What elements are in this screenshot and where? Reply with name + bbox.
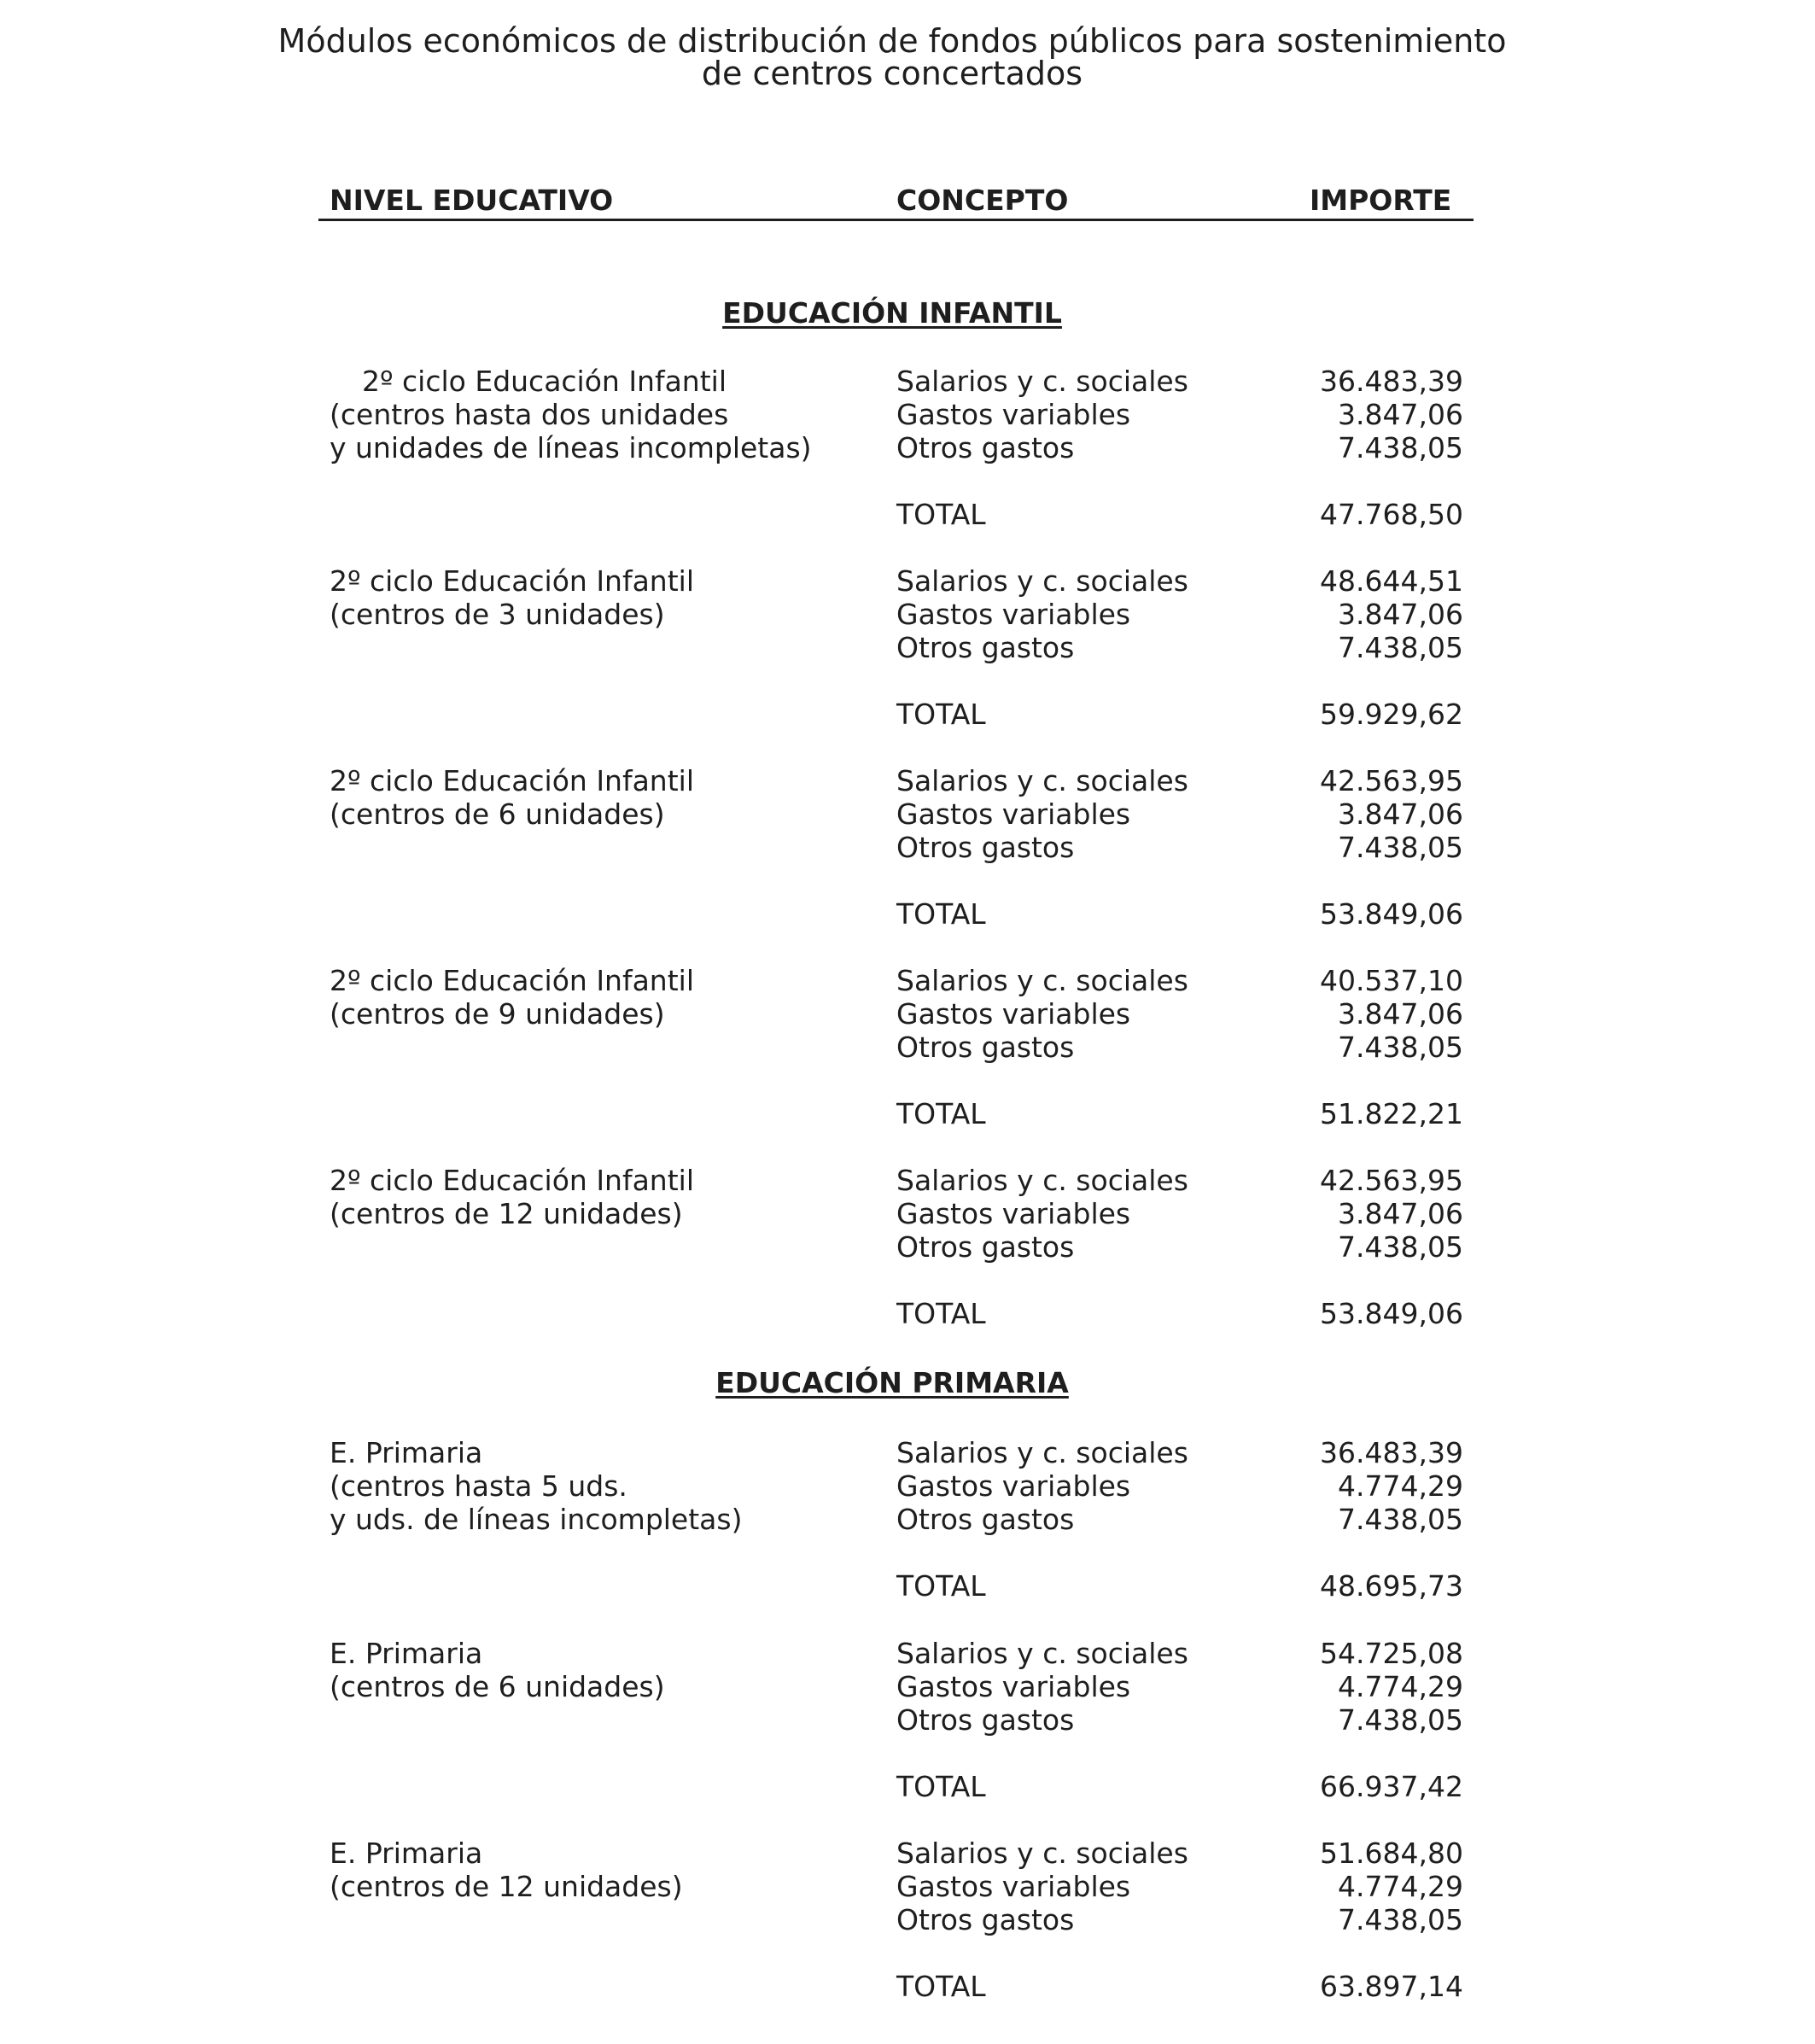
total-label: TOTAL <box>896 1297 986 1330</box>
concepto-cell: Gastos variables <box>896 1870 1131 1903</box>
nivel-educativo-line: 2º ciclo Educación Infantil <box>330 764 695 797</box>
importe-cell: 7.438,05 <box>1338 431 1463 464</box>
importe-cell: 36.483,39 <box>1320 365 1463 398</box>
importe-cell: 7.438,05 <box>1338 1230 1463 1264</box>
concepto-cell: Salarios y c. sociales <box>896 1164 1188 1197</box>
nivel-educativo-line: E. Primaria <box>330 1436 483 1469</box>
concepto-cell: Salarios y c. sociales <box>896 1436 1188 1469</box>
importe-cell: 36.483,39 <box>1320 1436 1463 1469</box>
nivel-educativo-line: 2º ciclo Educación Infantil <box>330 1164 695 1197</box>
total-label: TOTAL <box>896 1770 986 1803</box>
nivel-educativo-line: (centros de 12 unidades) <box>330 1197 683 1230</box>
total-importe: 53.849,06 <box>1320 897 1463 931</box>
total-label: TOTAL <box>896 498 986 531</box>
importe-cell: 7.438,05 <box>1338 1031 1463 1064</box>
importe-cell: 3.847,06 <box>1338 1197 1463 1230</box>
total-importe: 59.929,62 <box>1320 698 1463 731</box>
total-label: TOTAL <box>896 698 986 731</box>
concepto-cell: Salarios y c. sociales <box>896 764 1188 797</box>
document-title-line-2: de centros concertados <box>701 55 1083 92</box>
header-rule <box>318 219 1474 221</box>
importe-cell: 54.725,08 <box>1320 1637 1463 1670</box>
nivel-educativo-line: (centros hasta 5 uds. <box>330 1469 627 1503</box>
importe-cell: 4.774,29 <box>1338 1670 1463 1703</box>
total-label: TOTAL <box>896 1569 986 1603</box>
total-label: TOTAL <box>896 1097 986 1130</box>
total-label: TOTAL <box>896 1970 986 2003</box>
concepto-cell: Gastos variables <box>896 1469 1131 1503</box>
importe-cell: 7.438,05 <box>1338 1503 1463 1536</box>
importe-cell: 42.563,95 <box>1320 1164 1463 1197</box>
concepto-cell: Otros gastos <box>896 1903 1075 1936</box>
total-label: TOTAL <box>896 897 986 931</box>
concepto-cell: Gastos variables <box>896 398 1131 431</box>
concepto-cell: Salarios y c. sociales <box>896 1637 1188 1670</box>
total-importe: 48.695,73 <box>1320 1569 1463 1603</box>
column-header-importe: IMPORTE <box>1310 184 1452 217</box>
nivel-educativo-line: (centros de 3 unidades) <box>330 598 665 631</box>
concepto-cell: Gastos variables <box>896 997 1131 1031</box>
importe-cell: 3.847,06 <box>1338 598 1463 631</box>
nivel-educativo-line: 2º ciclo Educación Infantil <box>362 365 727 398</box>
concepto-cell: Gastos variables <box>896 1197 1131 1230</box>
concepto-cell: Otros gastos <box>896 831 1075 864</box>
nivel-educativo-line: y uds. de líneas incompletas) <box>330 1503 743 1536</box>
importe-cell: 7.438,05 <box>1338 831 1463 864</box>
importe-cell: 48.644,51 <box>1320 564 1463 598</box>
importe-cell: 7.438,05 <box>1338 631 1463 664</box>
column-header-concepto: CONCEPTO <box>896 184 1069 217</box>
concepto-cell: Salarios y c. sociales <box>896 1837 1188 1870</box>
importe-cell: 51.684,80 <box>1320 1837 1463 1870</box>
concepto-cell: Otros gastos <box>896 631 1075 664</box>
nivel-educativo-line: y unidades de líneas incompletas) <box>330 431 812 464</box>
section-heading: EDUCACIÓN PRIMARIA <box>715 1366 1069 1399</box>
importe-cell: 3.847,06 <box>1338 797 1463 831</box>
concepto-cell: Otros gastos <box>896 1503 1075 1536</box>
total-importe: 47.768,50 <box>1320 498 1463 531</box>
concepto-cell: Otros gastos <box>896 1031 1075 1064</box>
total-importe: 51.822,21 <box>1320 1097 1463 1130</box>
nivel-educativo-line: (centros de 6 unidades) <box>330 797 665 831</box>
concepto-cell: Gastos variables <box>896 797 1131 831</box>
importe-cell: 3.847,06 <box>1338 997 1463 1031</box>
importe-cell: 40.537,10 <box>1320 964 1463 997</box>
nivel-educativo-line: (centros de 9 unidades) <box>330 997 665 1031</box>
nivel-educativo-line: (centros de 6 unidades) <box>330 1670 665 1703</box>
nivel-educativo-line: 2º ciclo Educación Infantil <box>330 964 695 997</box>
importe-cell: 4.774,29 <box>1338 1870 1463 1903</box>
nivel-educativo-line: 2º ciclo Educación Infantil <box>330 564 695 598</box>
nivel-educativo-line: (centros hasta dos unidades <box>330 398 729 431</box>
document-title-line-1: Módulos económicos de distribución de fondos públicos para sostenimiento <box>277 22 1507 60</box>
importe-cell: 3.847,06 <box>1338 398 1463 431</box>
total-importe: 66.937,42 <box>1320 1770 1463 1803</box>
column-header-nivel: NIVEL EDUCATIVO <box>330 184 614 217</box>
concepto-cell: Otros gastos <box>896 431 1075 464</box>
importe-cell: 7.438,05 <box>1338 1703 1463 1737</box>
total-importe: 63.897,14 <box>1320 1970 1463 2003</box>
importe-cell: 42.563,95 <box>1320 764 1463 797</box>
importe-cell: 4.774,29 <box>1338 1469 1463 1503</box>
nivel-educativo-line: E. Primaria <box>330 1637 483 1670</box>
concepto-cell: Salarios y c. sociales <box>896 964 1188 997</box>
importe-cell: 7.438,05 <box>1338 1903 1463 1936</box>
concepto-cell: Gastos variables <box>896 1670 1131 1703</box>
concepto-cell: Otros gastos <box>896 1703 1075 1737</box>
nivel-educativo-line: (centros de 12 unidades) <box>330 1870 683 1903</box>
total-importe: 53.849,06 <box>1320 1297 1463 1330</box>
section-heading: EDUCACIÓN INFANTIL <box>722 296 1062 330</box>
concepto-cell: Otros gastos <box>896 1230 1075 1264</box>
concepto-cell: Gastos variables <box>896 598 1131 631</box>
concepto-cell: Salarios y c. sociales <box>896 564 1188 598</box>
nivel-educativo-line: E. Primaria <box>330 1837 483 1870</box>
concepto-cell: Salarios y c. sociales <box>896 365 1188 398</box>
